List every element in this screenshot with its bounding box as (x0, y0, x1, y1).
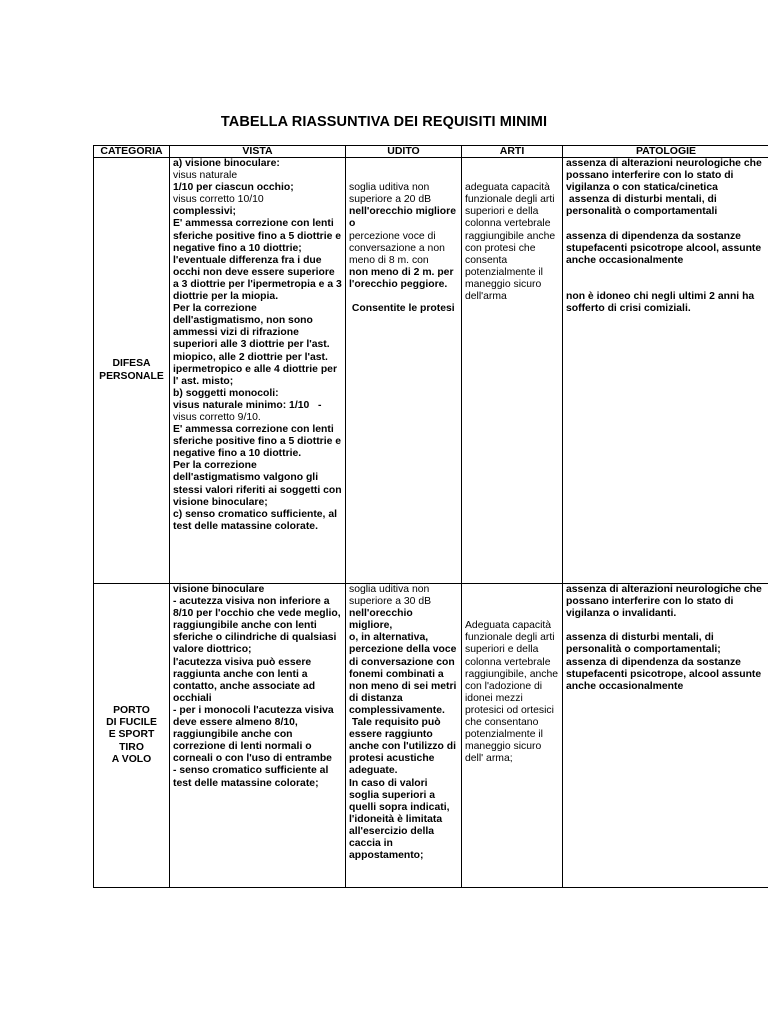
patologie-text: assenza di alterazioni neurologiche che possano interferire con lo stato di vigilanza o con statica/cinetica (566, 158, 765, 194)
arti-text (465, 158, 559, 170)
patologie-text (566, 218, 766, 230)
vista-text: a) visione binoculare: (173, 158, 280, 169)
arti-text: adeguata capacità funzionale degli arti superiori e della colonna vertebrale raggiungibile anche con protesi che consenta potenzialmente il maneggio sicuro dell'arma (465, 182, 559, 303)
patologie-text: assenza di disturbi mentali, di personalità o comportamentali; (566, 632, 721, 656)
categoria-line: DIFESA (112, 358, 151, 370)
vista-text: E' ammessa correzione con lenti sferiche positive fino a 5 diottrie e negative fino a 10 diottrie; (173, 218, 344, 254)
vista-text: Per la correzione dell'astigmatismo valgono gli stessi valori riferiti ai soggetti con visione binoculare; (173, 460, 345, 508)
cell-arti (462, 158, 563, 584)
patologie-text: non è idoneo chi negli ultimi 2 anni ha sofferto di crisi comiziali. (566, 291, 758, 315)
cell-patologie (563, 584, 768, 888)
header-arti: ARTI (462, 146, 563, 158)
udito-text: percezione voce di conversazione a non meno di 8 m. con (349, 230, 448, 266)
arti-text: Adeguata capacità funzionale degli arti superiori e della colonna vertebrale raggiungibile, anche con l'adozione di idonei mezzi protesici od ortesici che consentano potenzialmente il maneggio sicuro dell' arma; (465, 620, 561, 765)
table-row (94, 584, 768, 888)
categoria-line: E SPORT (108, 729, 155, 741)
vista-text: visus corretto 9/10. (173, 411, 261, 423)
patologie-text (566, 620, 766, 632)
vista-text: - acutezza visiva non inferiore a 8/10 per l'occhio che vede meglio, raggiungibile anche con lenti sferiche o cilindriche di qualsiasi valore diottrico; (173, 596, 344, 656)
udito-text (349, 170, 458, 182)
patologie-text: assenza di alterazioni neurologiche che possano interferire con lo stato di vigilanza o invalidanti. (566, 584, 765, 620)
table-row (94, 158, 768, 584)
page-title: TABELLA RIASSUNTIVA DEI REQUISITI MINIMI (220, 114, 548, 130)
requirements-table (93, 145, 768, 888)
vista-text: l'acutezza visiva può essere raggiunta anche con lenti a contatto, anche associate ad occhiali (173, 656, 318, 704)
cell-patologie (563, 158, 768, 584)
udito-text: nell'orecchio migliore o (349, 206, 459, 230)
vista-text: b) soggetti monocoli: (173, 387, 279, 399)
vista-text: E' ammessa correzione con lenti sferiche positive fino a 5 diottrie e negative fino a 10 diottrie. (173, 424, 344, 460)
cell-categoria (94, 584, 170, 888)
cell-udito (346, 584, 462, 888)
vista-text: visus corretto 10/10 (173, 194, 264, 206)
vista-text: l'eventuale differenza fra i due occhi non deve essere superiore a 3 diottrie per l'ipermetropia e a 3 diottrie per la miopia. (173, 254, 345, 303)
categoria-line: PERSONALE (99, 370, 164, 382)
cell-categoria (94, 158, 170, 584)
patologie-text: assenza di disturbi mentali, di personalità o comportamentali (566, 194, 720, 218)
vista-text: 1/10 per ciascun occhio; (173, 182, 294, 194)
header-udito: UDITO (346, 146, 462, 158)
udito-text (349, 158, 458, 170)
udito-text: superiore a 30 dB (349, 596, 432, 608)
vista-text: c) senso cromatico sufficiente, al test delle matassine colorate. (173, 508, 340, 532)
header-vista: VISTA (170, 146, 346, 158)
udito-text: soglia uditiva non (349, 584, 430, 595)
cell-vista (170, 584, 346, 888)
arti-text (465, 596, 559, 608)
cell-arti (462, 584, 563, 888)
udito-text: Tale requisito può essere raggiunto anche con l'utilizzo di protesi acustiche adeguate. (349, 717, 459, 777)
udito-text: Consentite le protesi (349, 303, 455, 315)
patologie-text (566, 267, 766, 279)
categoria-line: DI FUCILE (106, 717, 157, 729)
vista-text: complessivi; (173, 206, 236, 218)
vista-text: visus naturale (173, 170, 238, 182)
categoria-line: PORTO (113, 705, 150, 717)
arti-text (465, 584, 559, 596)
vista-text: - per i monocoli l'acutezza visiva deve essere almeno 8/10, raggiungibile anche con correzione di lenti normali o corneali o con l'uso di entrambe (173, 704, 337, 765)
header-patologie: PATOLOGIE (563, 146, 768, 158)
udito-text: soglia uditiva non superiore a 20 dB (349, 182, 433, 206)
cell-udito (346, 158, 462, 584)
header-categoria: CATEGORIA (94, 146, 170, 158)
vista-text: - senso cromatico sufficiente al test delle matassine colorate; (173, 765, 332, 789)
cell-vista (170, 158, 346, 584)
categoria-line: TIRO (119, 741, 144, 753)
patologie-text: assenza di dipendenza da sostanze stupefacenti psicotrope, alcool assunte anche occasionalmente (566, 656, 765, 692)
table-header-row (94, 146, 768, 158)
udito-text: o, in alternativa, percezione della voce di conversazione con fonemi combinati a non meno di sei metri di distanza complessivamente. (349, 632, 460, 716)
vista-text: visus naturale minimo: 1/10 - (173, 399, 322, 411)
vista-text: visione binoculare (173, 584, 265, 595)
udito-text: In caso di valori soglia superiori a quelli sopra indicati, l'idoneità è limitata all'esercizio della caccia in appostamento; (349, 777, 453, 862)
categoria-line: A VOLO (111, 753, 152, 765)
udito-text: non meno di 2 m. per l'orecchio peggiore. (349, 266, 457, 290)
arti-text (465, 608, 559, 620)
patologie-text: assenza di dipendenza da sostanze stupefacenti psicotrope alcool, assunte anche occasionalmente (566, 230, 765, 266)
vista-text: Per la correzione dell'astigmatismo, non sono ammessi vizi di rifrazione superiori alle 3 diottrie per l'ast. miopico, alle 2 diottrie per l'ast. ipermetropico e alle 4 diottrie per l' ast. misto; (173, 303, 340, 387)
udito-text (349, 291, 458, 303)
arti-text (465, 170, 559, 182)
udito-text: nell'orecchio migliore, (349, 608, 416, 632)
patologie-text (566, 279, 766, 291)
